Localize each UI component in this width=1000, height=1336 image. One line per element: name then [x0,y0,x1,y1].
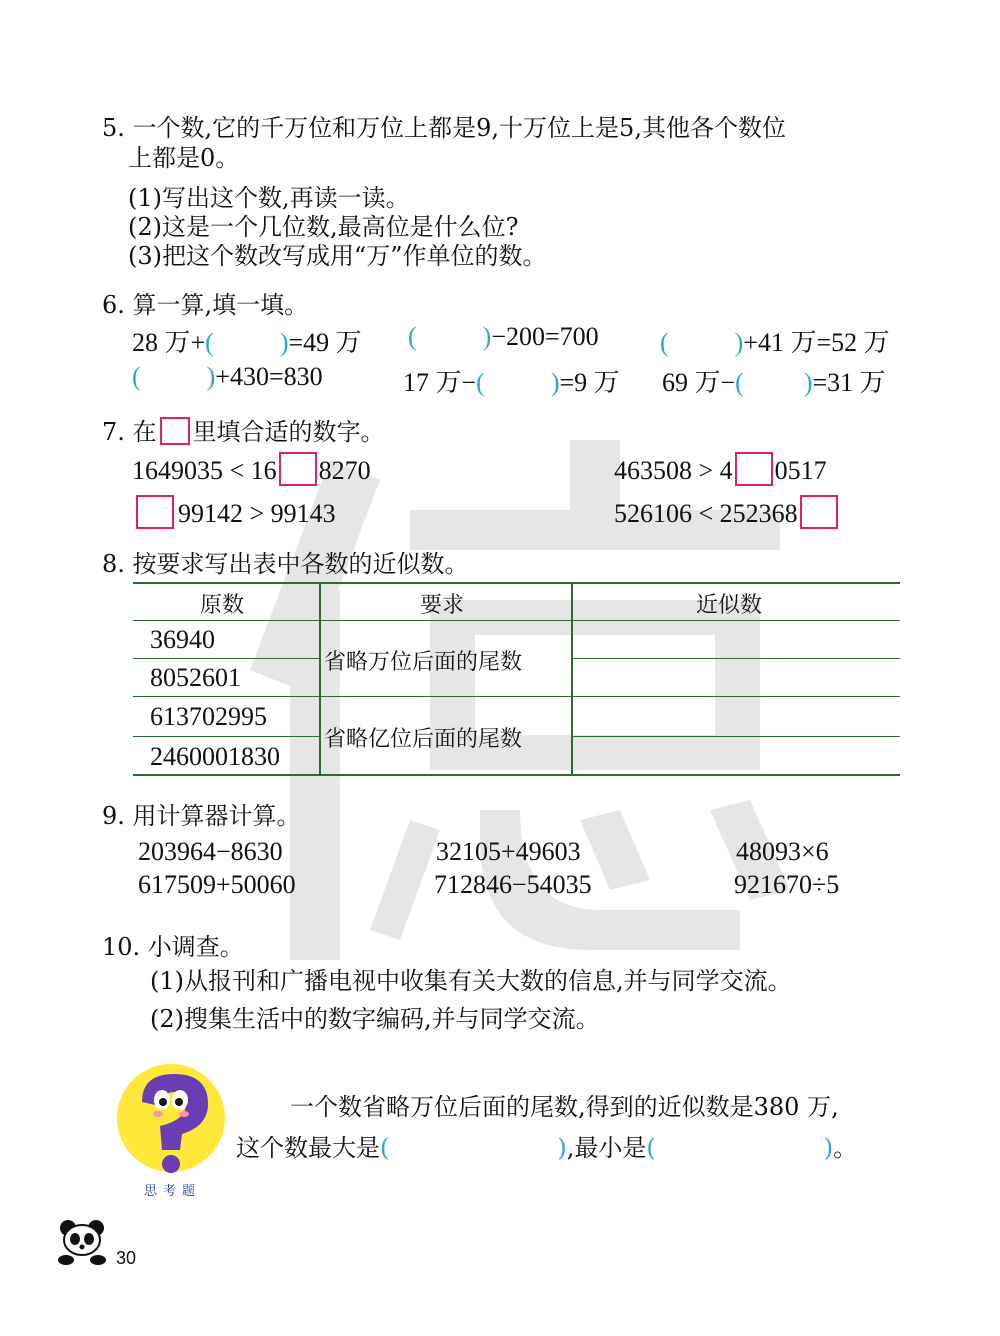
q6-blank-row2-col1 [132,362,323,392]
q6-blank-row1-col1 [132,322,362,359]
q6-r2c2-prefix: 17 万− [403,368,477,397]
q5-sub1: (1)写出这个数,再读一读。 [128,184,410,212]
table-number: 36940 [150,625,215,654]
q6-blank-row1-col2 [408,322,599,352]
table-header-requirement: 要求 [420,593,465,618]
q6-r1c2-suffix: −200=700 [491,322,599,351]
q10-title: 10. 小调查。 [102,933,244,961]
digit-box[interactable] [800,495,838,529]
q6-r2c1-suffix: +430=830 [215,362,323,391]
question-mark-mascot-icon [112,1062,230,1180]
think-max-label: 这个数最大是 [236,1134,380,1162]
table-col-divider [319,582,321,774]
q7-item1-prefix: 1649035 < 16 [132,456,277,485]
q8-title: 8. 按要求写出表中各数的近似数。 [102,550,469,578]
paren-close: ) [734,328,744,357]
think-min-label: ,最小是 [566,1134,647,1162]
think-end: 。 [833,1134,858,1162]
table-header-approx: 近似数 [696,593,763,618]
q7-title [102,412,385,447]
table-number: 2460001830 [150,742,280,771]
paren-open: ( [660,328,669,357]
calc-item: 32105+49603 [436,837,581,866]
q10-sub2: (2)搜集生活中的数字编码,并与同学交流。 [150,1005,600,1033]
q7-item3 [136,495,336,529]
paren-open: ( [408,322,417,351]
paren-close: ) [803,368,813,397]
table-col-divider [571,582,573,774]
table-requirement: 省略万位后面的尾数 [324,650,523,675]
q5-line2: 上都是0。 [128,144,240,172]
q7-item4 [614,495,838,529]
paren-close: ) [279,328,289,357]
think-line2 [236,1128,857,1163]
digit-box[interactable] [279,452,317,486]
calc-item: 921670÷5 [734,870,840,899]
approx-answer-cell[interactable] [574,738,898,772]
think-line1: 一个数省略万位后面的尾数,得到的近似数是380 万, [290,1093,839,1121]
q5-line1: 5. 一个数,它的千万位和万位上都是9,十万位上是5,其他各个数位 [102,114,786,142]
digit-box[interactable] [136,495,174,529]
table-rule [133,620,900,621]
calc-item: 48093×6 [736,837,829,866]
table-number: 613702995 [150,702,267,731]
paren-open: ( [132,362,141,391]
paren-open: ( [476,368,485,397]
calc-item: 203964−8630 [138,837,283,866]
q7-title-prefix: 7. 在 [102,418,157,446]
q6-r2c3-prefix: 69 万− [662,368,736,397]
table-rule [571,736,900,737]
approx-answer-cell[interactable] [574,698,898,734]
paren-open: ( [380,1134,390,1162]
table-rule [133,736,320,737]
table-rule-bottom [133,774,900,776]
q5-sub2: (2)这是一个几位数,最高位是什么位? [128,213,519,241]
table-number: 8052601 [150,663,241,692]
think-label: 思考题 [144,1184,202,1199]
panda-icon [56,1218,108,1266]
q7-item1-suffix: 8270 [318,456,371,485]
paren-close: ) [557,1134,567,1162]
sample-box-icon [160,417,190,445]
table-rule [571,658,900,659]
q6-r1c1-prefix: 28 万+ [132,328,206,357]
q10-sub1: (1)从报刊和广播电视中收集有关大数的信息,并与同学交流。 [150,967,792,995]
q7-item4-prefix: 526106 < 252368 [614,499,798,528]
q6-blank-row1-col3 [660,322,890,359]
paren-close: ) [482,322,492,351]
q7-item2 [614,452,827,486]
q9-title: 9. 用计算器计算。 [102,802,301,830]
q7-item3-suffix: 99142 > 99143 [178,499,336,528]
table-header-original: 原数 [200,593,245,618]
q5-sub3: (3)把这个数改写成用“万”作单位的数。 [128,242,547,270]
table-rule-top [133,582,900,584]
q6-r1c3-suffix: +41 万=52 万 [743,328,890,357]
approx-answer-cell[interactable] [574,660,898,694]
paren-open: ( [735,368,744,397]
approx-answer-cell[interactable] [574,622,898,656]
paren-open: ( [205,328,214,357]
paren-close: ) [550,368,560,397]
q7-item1 [132,452,371,486]
q6-r1c1-suffix: =49 万 [288,328,362,357]
q6-blank-row2-col2 [403,362,620,399]
paren-close: ) [206,362,216,391]
q7-item2-prefix: 463508 > 4 [614,456,733,485]
paren-close: ) [823,1134,834,1162]
q6-r2c3-suffix: =31 万 [812,368,886,397]
q6-title: 6. 算一算,填一填。 [102,291,309,319]
table-rule [133,696,900,697]
paren-open: ( [646,1134,656,1162]
page-number: 30 [116,1248,137,1268]
q6-blank-row2-col3 [662,362,886,399]
calc-item: 617509+50060 [138,870,296,899]
q7-item2-suffix: 0517 [774,456,827,485]
calc-item: 712846−54035 [434,870,592,899]
digit-box[interactable] [735,452,773,486]
q6-r2c2-suffix: =9 万 [559,368,620,397]
q7-title-suffix: 里填合适的数字。 [192,418,385,446]
table-rule [133,658,320,659]
table-requirement: 省略亿位后面的尾数 [324,727,523,752]
